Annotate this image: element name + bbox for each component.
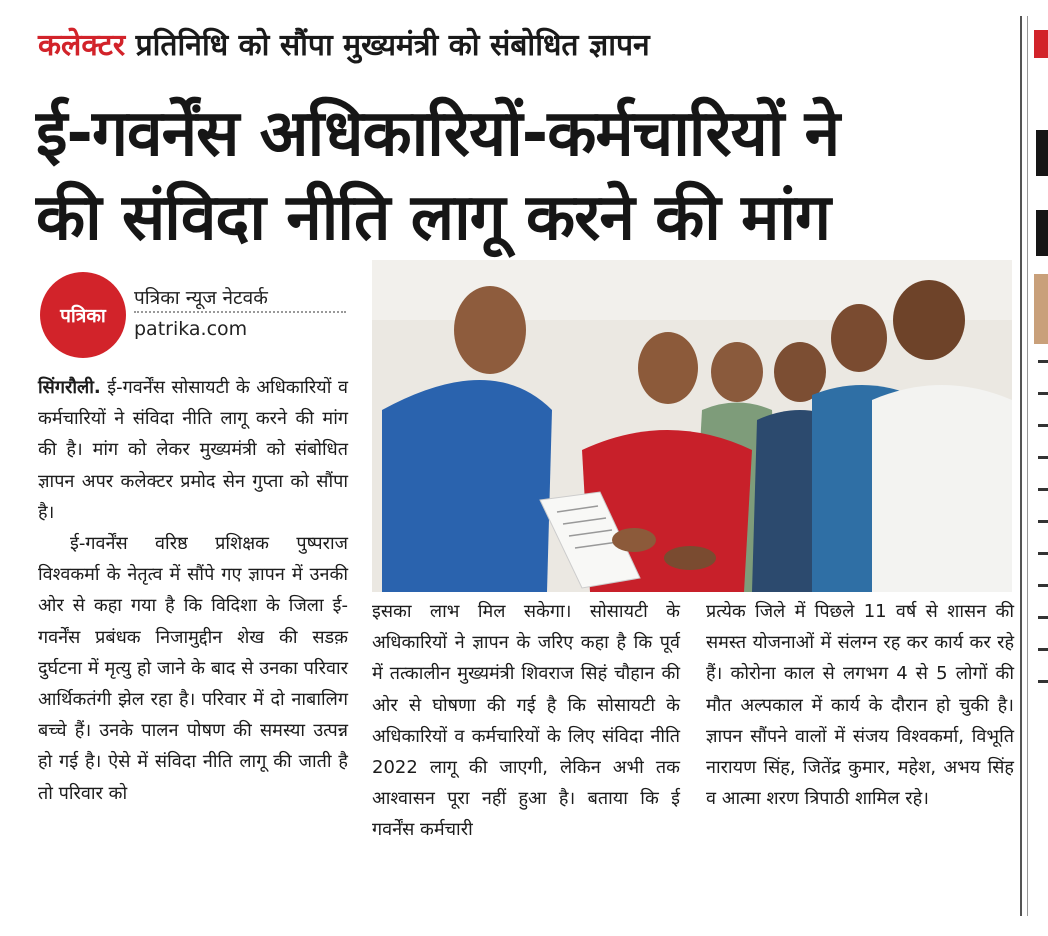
adjacent-photo-edge [1034, 274, 1048, 344]
adjacent-text-mark [1038, 680, 1048, 683]
paragraph-3: इसका लाभ मिल सकेगा। सोसायटी के अधिकारियों ने ज्ञापन के जरिए कहा है कि पूर्व में तत्कालीन मुख्यमंत्री शिवराज सिहं चौहान की ओर से घोषणा की गई है कि सोसायटी के अधिकारियों व कर्मचारियों के लिए संविदा नीति 2022 लागू की जाएगी, लेकिन अभी तक आश्वासन पूरा नहीं हुआ है। बताया कि ई गवर्नेंस कर्मचारी [372, 601, 680, 841]
article-column-1 [38, 372, 348, 809]
adjacent-kicker-mark [1034, 30, 1048, 58]
adjacent-text-mark [1038, 392, 1048, 395]
adjacent-article-edge [1034, 30, 1048, 910]
dateline-place: सिंगरौली. [38, 377, 101, 398]
headline-line-1: ई-गवर्नेंस अधिकारियों-कर्मचारियों ने [36, 97, 840, 171]
article-column-3 [706, 596, 1014, 814]
adjacent-text-mark [1038, 488, 1048, 491]
adjacent-headline-mark-2 [1036, 210, 1048, 256]
adjacent-headline-mark [1036, 130, 1048, 176]
byline-divider [134, 311, 346, 313]
kicker-text: प्रतिनिधि को सौंपा मुख्यमंत्री को संबोधित ज्ञापन [135, 28, 650, 63]
paragraph-2: ई-गवर्नेंस वरिष्ठ प्रशिक्षक पुष्पराज विश्वकर्मा के नेतृत्व में सौंपे गए ज्ञापन में उनकी ओर से कहा गया है कि विदिशा के जिला ई-गवर्नेंस प्रबंधक निजामुद्दीन शेख की सडक़ दुर्घटना में मृत्यु हो जाने के बाद से उनका परिवार आर्थिकतंगी झेल रहा है। परिवार में दो नाबालिग बच्चे हैं। उनके पालन पोषण की समस्या उत्पन्न हो गई है। ऐसे में संविदा नीति लागू की जाती है तो परिवार को [38, 533, 348, 804]
news-photo [372, 260, 1012, 592]
adjacent-text-mark [1038, 648, 1048, 651]
adjacent-text-mark [1038, 552, 1048, 555]
adjacent-text-mark [1038, 456, 1048, 459]
column-divider [1020, 16, 1022, 916]
headline-line-2: की संविदा नीति लागू करने की मांग [36, 181, 831, 255]
article-column-2 [372, 596, 680, 846]
byline-name: पत्रिका न्यूज नेटवर्क [134, 287, 268, 309]
adjacent-text-mark [1038, 424, 1048, 427]
paragraph-4: प्रत्येक जिले में पिछले 11 वर्ष से शासन की समस्त योजनाओं में संलग्न रह कर कार्य कर रहे हैं। कोरोना काल से लगभग 4 से 5 लोगों की मौत अल्पकाल में कार्य के दौरान हो चुकी है। ज्ञापन सौंपने वालों में संजय विश्वकर्मा, विभूति नारायण सिंह, जितेंद्र कुमार, महेश, अभय सिंह व आत्मा शरण त्रिपाठी शामिल रहे। [706, 601, 1014, 810]
byline-url: patrika.com [134, 318, 248, 340]
adjacent-text-mark [1038, 616, 1048, 619]
adjacent-text-mark [1038, 520, 1048, 523]
column-divider-thin [1027, 16, 1028, 916]
kicker [38, 26, 998, 66]
headline [36, 92, 1011, 260]
news-photo-illustration [372, 260, 1012, 592]
paragraph-1: ई-गवर्नेंस सोसायटी के अधिकारियों व कर्मचारियों ने संविदा नीति लागू करने की मांग की है। मांग को लेकर मुख्यमंत्री को संबोधित ज्ञापन अपर कलेक्टर प्रमोद सेन गुप्ता को सौंपा है। [38, 377, 348, 523]
adjacent-text-mark [1038, 584, 1048, 587]
adjacent-text-mark [1038, 360, 1048, 363]
kicker-highlight: कलेक्टर [38, 28, 126, 63]
patrika-logo: पत्रिका [40, 272, 126, 358]
